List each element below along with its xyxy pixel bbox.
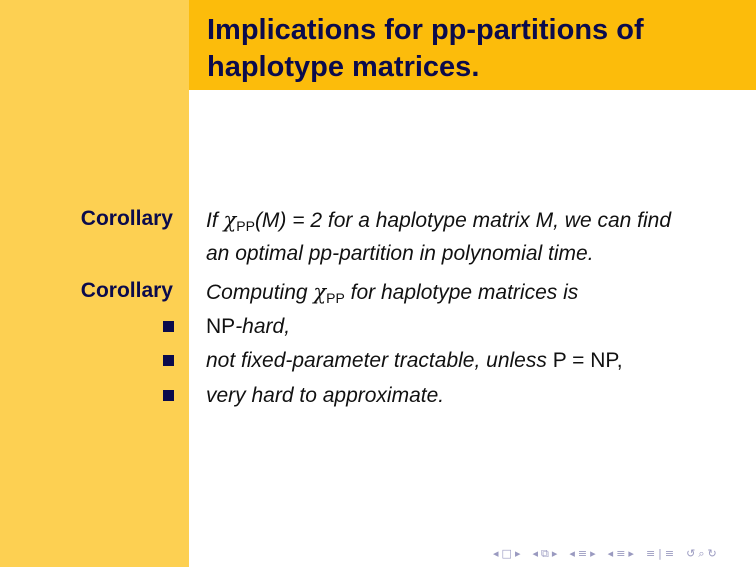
bullet-2-math: P = NP, — [552, 349, 623, 372]
chi-symbol: χ — [313, 280, 327, 304]
nav-forward-icon[interactable]: ↻ — [707, 547, 717, 560]
bullet-2-text: not fixed-parameter tractable, unless — [206, 349, 553, 372]
corollary-1-mid: (M) = 2 for a haplotype matrix M, we can find — [254, 209, 672, 232]
navigation-bar — [492, 546, 718, 562]
nav-next-section-icon[interactable]: ▸ — [590, 547, 596, 560]
bullet-square-icon — [163, 390, 174, 401]
nav-prev-part-icon[interactable]: ◂ — [607, 547, 614, 560]
chi-subscript: PP — [326, 290, 345, 306]
corollary-1-pre: If — [206, 209, 224, 232]
bullet-item-2 — [206, 347, 746, 375]
corollary-2-pre: Computing — [206, 281, 314, 304]
corollary-2-post: for haplotype matrices is — [344, 281, 579, 304]
nav-prev-subsection-icon[interactable]: ◂ — [532, 547, 538, 560]
nav-align-left-icon[interactable]: ≡ — [645, 547, 656, 560]
bullet-item-1 — [206, 313, 746, 341]
nav-search-icon[interactable]: ⌕ — [698, 547, 705, 560]
nav-next-subsection-icon[interactable]: ▸ — [551, 547, 558, 560]
bullet-square-icon — [163, 321, 174, 332]
nav-subsection-icon[interactable]: ⧉ — [541, 547, 549, 560]
nav-next-part-icon[interactable]: ▸ — [628, 547, 634, 560]
corollary-1-line-1 — [206, 206, 746, 240]
bullet-item-3 — [206, 382, 746, 410]
corollary-1-text — [206, 206, 746, 268]
frame-title: Implications for pp-partitions of haplotype matrices. — [207, 14, 644, 83]
nav-divider-icon: | — [658, 547, 662, 560]
chi-subscript: PP — [236, 218, 255, 234]
bullet-square-icon — [163, 355, 174, 366]
corollary-label-2: Corollary — [80, 279, 173, 302]
nav-frame-icon[interactable]: □ — [501, 547, 512, 560]
bullet-3-text: very hard to approximate. — [206, 384, 445, 407]
nav-next-frame-icon[interactable]: ▸ — [514, 547, 521, 560]
nav-prev-section-icon[interactable]: ◂ — [569, 547, 575, 560]
nav-align-right-icon[interactable]: ≡ — [664, 547, 675, 560]
bullet-1-rest: -hard, — [235, 315, 291, 338]
nav-section-icon[interactable]: ≡ — [577, 547, 588, 560]
corollary-2-text — [206, 278, 746, 312]
nav-prev-frame-icon[interactable]: ◂ — [493, 547, 499, 560]
corollary-1-line-2: an optimal pp-partition in polynomial time. — [206, 242, 594, 265]
bullet-1-np: NP — [206, 315, 236, 338]
chi-symbol: χ — [223, 208, 237, 232]
nav-back-icon[interactable]: ↺ — [686, 547, 696, 560]
nav-part-icon[interactable]: ≡ — [616, 547, 626, 560]
corollary-label-1: Corollary — [80, 207, 173, 230]
